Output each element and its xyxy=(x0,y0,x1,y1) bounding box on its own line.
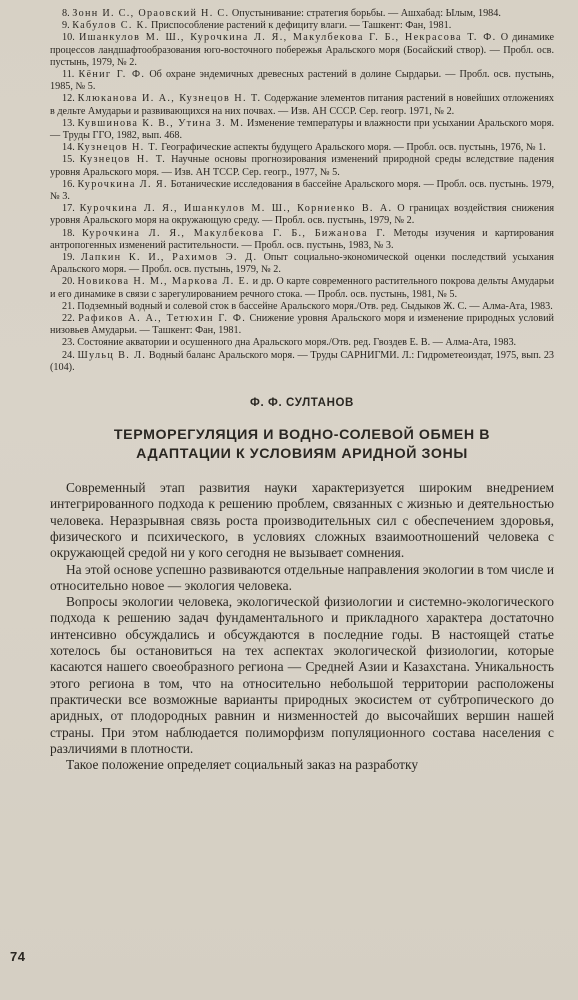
reference-list xyxy=(50,8,554,374)
reference-item: 14. Кузнецов Н. Т. Географические аспекты будущего Аральского моря. — Пробл. осв. пустынь, 1976, № 1. xyxy=(62,142,546,154)
body-paragraph: Вопросы экологии человека, экологической физиологии и системно-экологического подхода к решению задач фундаментального и прикладного характера достаточно интенсивно обсуждались и обсуждаются в последние годы. В настоящей статье хотелось бы остановиться на тех аспектах экологической физиологии, которые касаются нашего своеобразного региона — Средней Азии и Казахстана. Уникальность этого региона в том, что на относительно небольшой территории расположены практически все возможные варианты природных экосистем от субтропического до аридных, от плодородных равнин и низменностей до высочайших вершин нашей страны. При этом наблюдается полиморфизм популяционного состава населения с различиями в плотности. xyxy=(50,594,554,756)
reference-item: 12. Клюканова И. А., Кузнецов Н. Т. Содержание элементов питания растений в новейших отложениях в дельте Амударьи и развивающихся на них почвах. — Изв. АН СССР. Сер. геогр. 1971, № 2. xyxy=(50,93,554,117)
body-paragraph: На этой основе успешно развиваются отдельные направления экологии в том числе и относительно новое — экология человека. xyxy=(50,561,554,593)
reference-item: 22. Рафиков А. А., Тетюхин Г. Ф. Снижение уровня Аральского моря и изменение природных условий низовьев Амударьи. — Ташкент: Фан, 1981. xyxy=(50,313,555,337)
reference-item: 10. Ишанкулов М. Ш., Курочкина Л. Я., Макулбекова Г. Б., Некрасова Т. Ф. О динамике процессов ландшафтообразования юго-восточного побережья Аральского моря (Босайский створ). — Пробл. осв. пустынь, 1979, № 2. xyxy=(50,32,554,68)
article-title-line: ТЕРМОРЕГУЛЯЦИЯ И ВОДНО-СОЛЕВОЙ ОБМЕН В xyxy=(113,427,491,444)
reference-item: 21. Подземный водный и солевой сток в бассейне Аральского моря./Отв. ред. Сыдыков Ж. С. — Алма-Ата, 1983. xyxy=(62,300,553,312)
article-title-line: АДАПТАЦИИ К УСЛОВИЯМ АРИДНОЙ ЗОНЫ xyxy=(136,446,468,463)
body-paragraph: Такое положение определяет социальный заказ на разработку xyxy=(66,757,419,773)
page-number: 74 xyxy=(10,949,26,964)
reference-item: 24. Шульц В. Л. Водный баланс Аральского моря. — Труды САРНИГМИ. Л.: Гидрометеоиздат, 1975, вып. 23 (104). xyxy=(50,349,555,373)
reference-item: 16. Курочкина Л. Я. Ботанические исследования в бассейне Аральского моря. — Пробл. осв. пустынь. 1979, № 3. xyxy=(50,178,555,203)
reference-item: 11. Кёниг Г. Ф. Об охране эндемичных древесных растений в долине Сырдарьи. — Пробл. осв. пустынь, 1985, № 5. xyxy=(50,69,555,93)
reference-item: 18. Курочкина Л. Я., Макулбекова Г. Б., Бижанова Г. Методы изучения и картирования антропогенных изменений растительности. — Пробл. осв. пустынь, 1983, № 3. xyxy=(50,227,554,251)
reference-item: 20. Новикова Н. М., Маркова Л. Е. и др. О карте современного растительного покрова дельты Амударьи и его динамике в связи с зарегулированием речного стока. — Пробл. осв. пустынь, 1981, № 5. xyxy=(50,276,555,300)
reference-item: 17. Курочкина Л. Я., Ишанкулов М. Ш., Корниенко В. А. О границах воздействия снижения уровня Аральского моря на окружающую среду. — Пробл. осв. пустынь, 1979, № 2. xyxy=(50,203,555,227)
body-paragraph: Современный этап развития науки характеризуется широким внедрением интегрированного подхода к решению проблем, связанных с жизнью и деятельностью человека. Неразрывная связь роста производительных сил с обеспечением здоровья, физического и психического, в условиях сложных взаимоотношений человека с окружающей средой ни у кого сегодня не вызывает сомнения. xyxy=(50,480,554,561)
article-title xyxy=(50,426,554,464)
article-body xyxy=(50,480,554,773)
reference-item: 13. Кувшинова К. В., Утина З. М. Изменение температуры и влажности при усыхании Аральского моря. — Труды ГГО, 1982, вып. 468. xyxy=(50,117,555,142)
reference-item: 23. Состояние акватории и осушенного дна Аральского моря./Отв. ред. Гвоздев Е. В. — Алма-Ата, 1983. xyxy=(62,337,517,349)
reference-item: 15. Кузнецов Н. Т. Научные основы прогнозирования изменений природной среды вследствие падения уровня Аральского моря. — Изв. АН ТССР. Сер. геогр., 1977, № 5. xyxy=(50,154,555,178)
reference-item: 19. Лапкин К. И., Рахимов Э. Д. Опыт социально-экономической оценки последствий усыхания Аральского моря. — Пробл. осв. пустынь, 1979, № 2. xyxy=(50,252,554,276)
reference-item: 9. Кабулов С. К. Приспособление растений к дефициту влаги. — Ташкент: Фан, 1981. xyxy=(62,20,452,32)
article-author: Ф. Ф. СУЛТАНОВ xyxy=(250,397,354,410)
reference-item: 8. Зонн И. С., Ораовский Н. С. Опустынивание: стратегия борьбы. — Ашхабад: Ылым, 1984. xyxy=(62,8,501,19)
